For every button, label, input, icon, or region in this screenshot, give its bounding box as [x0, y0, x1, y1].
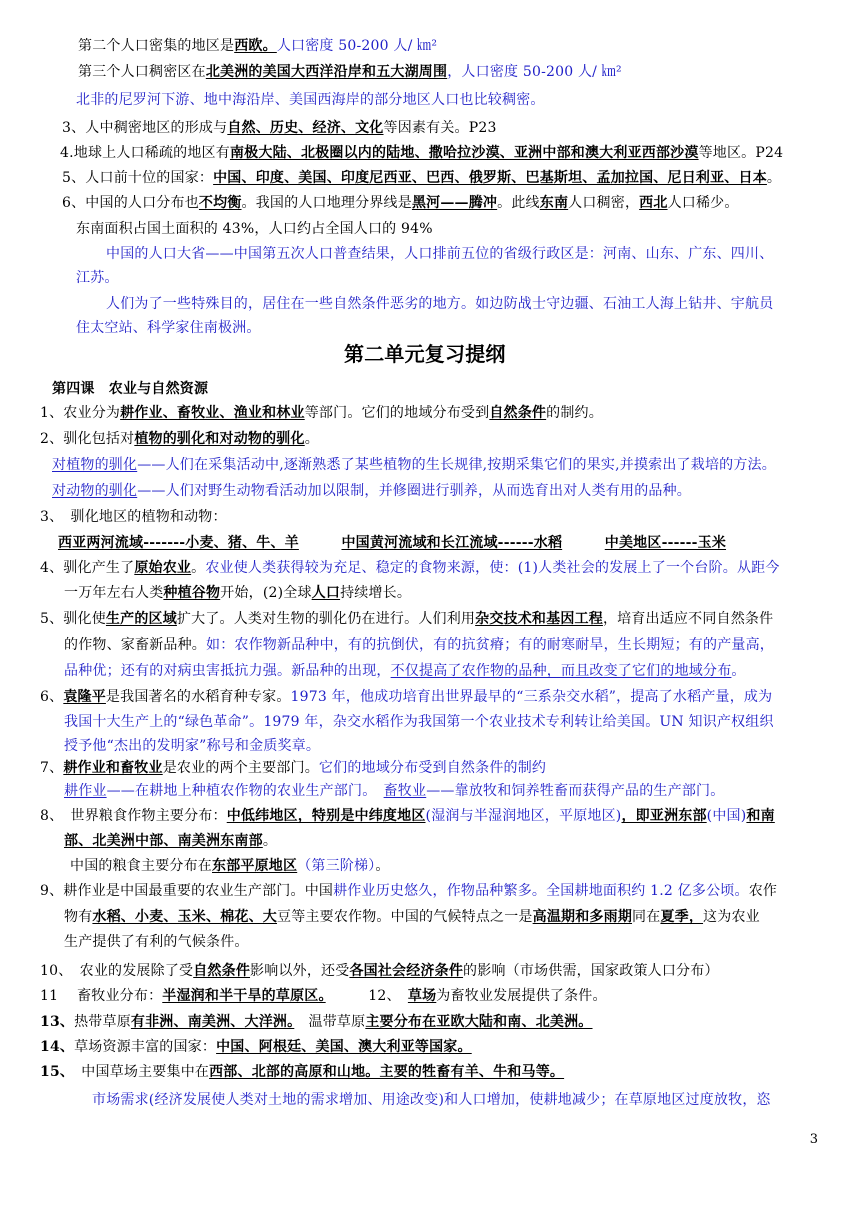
text-segment: 耕作业和畜牧业: [63, 760, 163, 776]
text-segment: 14、: [40, 1039, 75, 1055]
text-segment: 东南: [539, 195, 569, 211]
text-line: [64, 635, 774, 655]
text-line: [64, 661, 746, 681]
text-segment: 种植谷物: [163, 585, 221, 601]
text-segment: 5、驯化使: [40, 611, 106, 627]
text-segment: 等因素有关。P23: [383, 120, 497, 136]
text-line: [64, 736, 320, 756]
text-line: [40, 986, 607, 1006]
text-segment: 同在: [632, 909, 661, 925]
text-segment: 一万年左右人类: [64, 585, 164, 601]
page-number: 3: [809, 1132, 818, 1147]
text-segment: 部、北美洲中部、南美洲东南部: [64, 833, 263, 849]
text-segment: 中国草场主要集中在: [67, 1064, 210, 1080]
text-segment: ——靠放牧和饲养牲畜而获得产品的生产部门。: [426, 783, 725, 799]
text-segment: 11 畜牧业分布：: [40, 988, 163, 1004]
text-segment: 15、: [40, 1064, 68, 1080]
text-line: [40, 1062, 564, 1082]
text-segment: 人口: [311, 585, 341, 601]
text-segment: 不均衡: [198, 195, 242, 211]
text-segment: 是农业的两个主要部门。: [162, 760, 319, 776]
text-line: [52, 481, 691, 501]
text-segment: 9、耕作业是中国最重要的农业生产部门。中国: [40, 883, 334, 899]
text-line: [70, 856, 390, 876]
text-line: [76, 268, 119, 288]
text-segment: 这为农业: [703, 909, 760, 925]
text-segment: 3、 驯化地区的植物和动物：: [40, 509, 227, 525]
text-segment: ——人们对野生动物看活动加以限制，并修圈进行驯养，从而选育出对人类有用的品种。: [137, 483, 692, 499]
text-line: [62, 193, 739, 213]
text-segment: 东部平原地区: [212, 858, 298, 874]
text-line: [64, 907, 760, 927]
text-line: [64, 831, 277, 851]
text-segment: 13、: [40, 1014, 75, 1030]
text-segment: 的制约。: [546, 405, 603, 421]
text-segment: 耕作业: [64, 783, 107, 799]
text-line: [76, 90, 545, 110]
text-segment: 等部门。它们的地域分布受到: [304, 405, 490, 421]
text-segment: 。我国的人口地理分界线是: [241, 195, 412, 211]
text-segment: (中国): [706, 808, 747, 824]
text-segment: 热带草原: [74, 1014, 131, 1030]
text-segment: 主要分布在亚欧大陆和南、北美洲。: [365, 1014, 593, 1030]
text-segment: 12、: [325, 988, 408, 1004]
text-segment: 中低纬地区，特别是中纬度地区: [226, 808, 426, 824]
text-segment: 。: [191, 560, 206, 576]
text-segment: (湿润与半湿润地区，平原地区): [425, 808, 622, 824]
text-line: [40, 1037, 472, 1057]
text-segment: 西欧。: [234, 38, 277, 54]
text-line: [60, 143, 783, 163]
text-segment: 夏季，: [660, 909, 704, 925]
text-segment: 西部、北部的高原和山地。主要的牲畜有羊、牛和马等。: [209, 1064, 565, 1080]
text-segment: 市场需求(经济发展使人类对土地的需求增加、用途改变)和人口增加，使耕地减少；在草原地区过度放牧，恣: [92, 1092, 771, 1108]
text-segment: 北非的尼罗河下游、地中海沿岸、美国西海岸的部分地区人口也比较稠密。: [76, 92, 545, 108]
text-line: [92, 1090, 771, 1110]
text-segment: 品种优；还有的对病虫害抵抗力强。新品种的出现，: [64, 663, 391, 679]
text-segment: 草场: [407, 988, 437, 1004]
text-segment: 等地区。P24: [698, 145, 784, 161]
text-segment: 东南面积占国土面积的 43%，人口约占全国人口的 94%: [76, 221, 433, 237]
text-segment: 影响以外，还受: [250, 963, 350, 979]
text-line: [40, 806, 775, 826]
text-segment: 。: [766, 170, 782, 186]
text-segment: 。: [304, 431, 319, 447]
text-segment: 的影响（市场供需，国家政策人口分布）: [463, 963, 719, 979]
text-segment: 。: [375, 858, 390, 874]
text-line: [40, 507, 227, 527]
text-line: [78, 36, 437, 56]
text-segment: 生产提供了有利的气候条件。: [64, 934, 249, 950]
text-line: [40, 961, 719, 981]
text-segment: ，培育出适应不同自然条件: [602, 611, 774, 627]
text-segment: 各国社会经济条件: [349, 963, 464, 979]
text-segment: 它们的地域分布受到自然条件的制约: [318, 760, 547, 776]
text-line: [62, 118, 497, 138]
text-segment: 中国、阿根廷、美国、澳大利亚等国家。: [216, 1039, 472, 1055]
text-segment: 授予他“杰出的发明家”称号和金质奖章。: [64, 738, 321, 754]
text-segment: 耕作业、畜牧业、渔业和林业: [120, 405, 305, 421]
text-segment: 中国的粮食主要分布在: [70, 858, 212, 874]
text-line: [78, 62, 622, 82]
text-segment: 6、中国的人口分布也: [62, 195, 199, 211]
text-segment: 高温期和多雨期: [532, 909, 633, 925]
text-line: [106, 294, 773, 314]
text-segment: [299, 535, 342, 551]
text-segment: 8、 世界粮食作物主要分布：: [40, 808, 227, 824]
text-line: [64, 781, 724, 801]
text-line: [58, 533, 726, 553]
section-title: [344, 344, 506, 364]
text-segment: 水稻、小麦、玉米、棉花、大: [92, 909, 278, 925]
text-segment: 自然条件: [193, 963, 251, 979]
text-segment: 原始农业: [134, 560, 192, 576]
text-segment: 第三个人口稠密区在: [78, 64, 206, 80]
text-segment: 植物的驯化和对动物的驯化: [134, 431, 305, 447]
text-line: [40, 687, 772, 707]
text-line: [52, 455, 776, 475]
text-segment: 我国十大生产上的“绿色革命”。1979 年，杂交水稻作为我国第一个农业技术专利转让给美国。UN 知识产权组织: [64, 714, 774, 730]
text-segment: 耕作业历史悠久，作物品种繁多。全国耕地面积约 1.2 亿多公顷。: [333, 883, 749, 899]
text-segment: 农业使人类获得较为充足、稳定的食物来源，使：(1)人类社会的发展上了一个台阶。从距今: [205, 560, 780, 576]
text-segment: 5、人口前十位的国家：: [62, 170, 214, 186]
text-segment: 6、: [40, 689, 64, 705]
text-segment: 2、驯化包括对: [40, 431, 135, 447]
text-segment: 如：农作物新品种中，有的抗倒伏，有的抗贫瘠；有的耐寒耐旱，生长期短；有的产量高，: [206, 637, 774, 653]
text-segment: 第二单元复习提纲: [344, 342, 506, 366]
text-segment: 豆等主要农作物。中国的气候特点之一是: [277, 909, 533, 925]
text-segment: 江苏。: [76, 270, 119, 286]
text-line: [40, 609, 773, 629]
text-line: [76, 219, 433, 239]
text-line: [76, 318, 261, 338]
text-segment: 。此线: [497, 195, 540, 211]
text-segment: 1973 年，他成功培育出世界最早的“三系杂交水稻”，提高了水稻产量，成为: [290, 689, 773, 705]
text-segment: 人口稠密，: [568, 195, 640, 211]
text-segment: 北美洲的美国大西洋沿岸和五大湖周围: [205, 64, 448, 80]
text-segment: 。: [262, 833, 278, 849]
text-line: [64, 712, 774, 732]
text-segment: 第四课 农业与自然资源: [52, 381, 209, 397]
text-segment: 开始，(2)全球: [220, 585, 312, 601]
text-segment: 第二个人口密集的地区是: [78, 38, 235, 54]
text-segment: 黑河——腾冲: [411, 195, 498, 211]
text-segment: 7、: [40, 760, 64, 776]
text-line: [40, 881, 777, 901]
text-segment: 畜牧业: [383, 783, 427, 799]
text-segment: 的作物、家畜新品种。: [64, 637, 206, 653]
text-segment: ，人口密度 50-200 人/ ㎞²: [447, 64, 622, 80]
lesson-heading: [52, 379, 208, 399]
text-segment: 杂交技术和基因工程: [475, 611, 603, 627]
text-segment: [562, 535, 605, 551]
text-segment: ——人们在采集活动中,逐渐熟悉了某些植物的生长规律,按期采集它们的果实,并摸索出了栽培的方法。: [137, 457, 776, 473]
text-segment: 自然条件: [489, 405, 547, 421]
text-segment: 人口密度 50-200 人/ ㎞²: [276, 38, 438, 54]
text-line: [64, 932, 249, 952]
text-segment: 住太空站、科学家住南极洲。: [76, 320, 261, 336]
text-segment: 。: [731, 663, 746, 679]
text-segment: 4、驯化产生了: [40, 560, 135, 576]
text-segment: 草场资源丰富的国家：: [74, 1039, 217, 1055]
text-segment: （第三阶梯）: [297, 858, 376, 874]
text-segment: 对动物的驯化: [52, 483, 138, 499]
text-segment: 对植物的驯化: [52, 457, 138, 473]
text-segment: 南极大陆、北极圈以内的陆地、撒哈拉沙漠、亚洲中部和澳大利亚西部沙漠: [229, 145, 699, 161]
text-line: [40, 403, 603, 423]
text-segment: 中国黄河流域和长江流域------水稻: [341, 535, 563, 551]
text-segment: 西亚两河流域-------小麦、猪、牛、羊: [58, 535, 299, 551]
text-segment: 1、农业分为: [40, 405, 121, 421]
text-segment: 10、 农业的发展除了受: [40, 963, 194, 979]
text-segment: 生产的区域: [105, 611, 177, 627]
text-segment: 为畜牧业发展提供了条件。: [436, 988, 607, 1004]
text-line: [62, 168, 781, 188]
text-segment: 扩大了。人类对生物的驯化仍在进行。人们利用: [176, 611, 476, 627]
text-segment: 有非洲、南美洲、大洋洲。: [130, 1014, 295, 1030]
text-segment: 半湿润和半干旱的草原区。: [162, 988, 326, 1004]
text-segment: 人们为了一些特殊目的，居住在一些自然条件恶劣的地方。如边防战士守边疆、石油工人海上钻井、宇航员: [106, 296, 774, 312]
text-line: [40, 758, 546, 778]
text-line: [40, 429, 319, 449]
text-line: [40, 1012, 593, 1032]
text-segment: 4.地球上人口稀疏的地区有: [60, 145, 230, 161]
text-segment: 持续增长。: [340, 585, 412, 601]
text-segment: 农作: [748, 883, 778, 899]
text-segment: 温带草原: [294, 1014, 366, 1030]
text-segment: 不仅提高了农作物的品种，而且改变了它们的地域分布: [390, 663, 732, 679]
text-line: [106, 244, 773, 264]
text-segment: 3、人中稠密地区的形成与: [62, 120, 228, 136]
text-segment: 是我国著名的水稻育种专家。: [105, 689, 291, 705]
text-segment: 和南: [746, 808, 775, 824]
text-segment: 中国、印度、美国、印度尼西亚、巴西、俄罗斯、巴基斯坦、孟加拉国、尼日利亚、日本: [213, 170, 767, 186]
text-line: [64, 583, 411, 603]
text-segment: 物有: [64, 909, 93, 925]
text-segment: 人口稀少。: [667, 195, 739, 211]
text-segment: 中国的人口大省——中国第五次人口普查结果，人口排前五位的省级行政区是：河南、山东、广东、四川、: [106, 246, 774, 262]
text-segment: ——在耕地上种植农作物的农业生产部门。: [106, 783, 384, 799]
text-line: [40, 558, 780, 578]
text-segment: ，即亚洲东部: [621, 808, 707, 824]
text-segment: 自然、历史、经济、文化: [227, 120, 384, 136]
text-segment: 中美地区------玉米: [604, 535, 727, 551]
text-segment: 袁隆平: [63, 689, 106, 705]
text-segment: 西北: [639, 195, 668, 211]
